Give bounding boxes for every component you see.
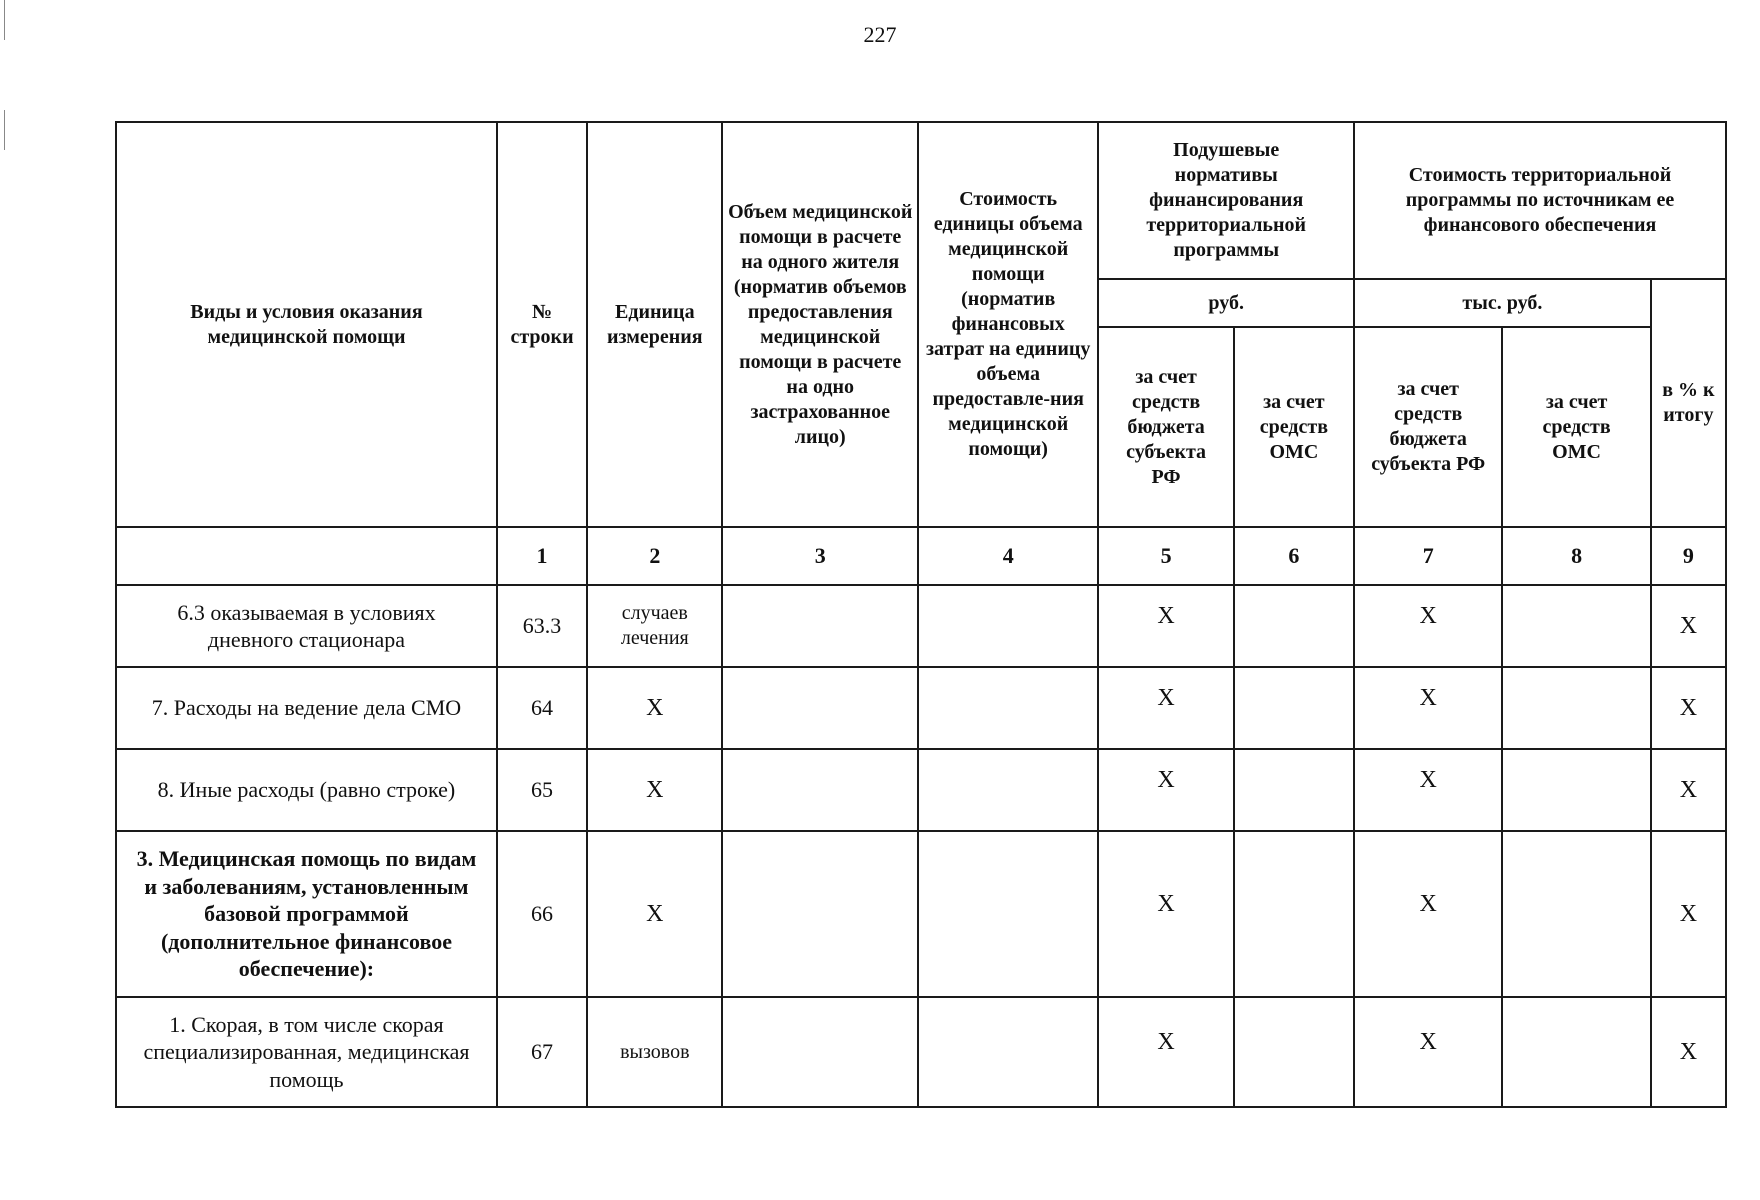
cell-budget-rub: Х bbox=[1098, 749, 1233, 831]
header-volume: Объем медицинской помощи в расчете на одного жителя (норматив объемов предоставления медицинской помощи в расчете на одно застрахованное лицо) bbox=[722, 122, 917, 527]
cell-budget-rub: Х bbox=[1098, 831, 1233, 997]
cell-cost bbox=[918, 749, 1098, 831]
column-number: 3 bbox=[722, 527, 917, 585]
cell-oms-thous bbox=[1502, 585, 1650, 667]
header-oms: за счет средств ОМС bbox=[1234, 327, 1354, 527]
cell-cost bbox=[918, 585, 1098, 667]
row-number: 66 bbox=[497, 831, 587, 997]
header-oms-2: за счет средств ОМС bbox=[1502, 327, 1650, 527]
cell-volume bbox=[722, 667, 917, 749]
cell-oms-thous bbox=[1502, 997, 1650, 1107]
cell-budget-thous: Х bbox=[1354, 667, 1502, 749]
cell-oms-thous bbox=[1502, 749, 1650, 831]
cell-oms-rub bbox=[1234, 997, 1354, 1107]
header-row-no: № строки bbox=[497, 122, 587, 527]
cell-budget-thous: Х bbox=[1354, 749, 1502, 831]
row-unit: Х bbox=[587, 667, 722, 749]
cell-oms-thous bbox=[1502, 667, 1650, 749]
row-unit: Х bbox=[587, 831, 722, 997]
cell-volume bbox=[722, 585, 917, 667]
cell-cost bbox=[918, 831, 1098, 997]
header-unit: Единица измерения bbox=[587, 122, 722, 527]
cell-cost bbox=[918, 667, 1098, 749]
header-rub: руб. bbox=[1098, 279, 1354, 327]
scan-edge-mark bbox=[4, 0, 5, 40]
header-budget-rf-2: за счет средств бюджета субъекта РФ bbox=[1354, 327, 1502, 527]
cell-cost bbox=[918, 997, 1098, 1107]
cell-percent: Х bbox=[1651, 831, 1726, 997]
row-number: 63.3 bbox=[497, 585, 587, 667]
column-number: 6 bbox=[1234, 527, 1354, 585]
table-row bbox=[116, 585, 1726, 667]
cell-budget-thous: Х bbox=[1354, 831, 1502, 997]
cell-oms-rub bbox=[1234, 585, 1354, 667]
cell-volume bbox=[722, 749, 917, 831]
row-name: 7. Расходы на ведение дела СМО bbox=[116, 667, 497, 749]
cell-percent: Х bbox=[1651, 667, 1726, 749]
cell-percent: Х bbox=[1651, 749, 1726, 831]
cell-budget-rub: Х bbox=[1098, 997, 1233, 1107]
header-cost: Стоимость единицы объема медицинской помощи (норматив финансовых затрат на единицу объема предоставле-ния медицинской помощи) bbox=[918, 122, 1098, 527]
column-number: 5 bbox=[1098, 527, 1233, 585]
column-number-blank bbox=[116, 527, 497, 585]
row-name: 8. Иные расходы (равно строке) bbox=[116, 749, 497, 831]
header-budget-rf: за счет средств бюджета субъекта РФ bbox=[1098, 327, 1233, 527]
cell-volume bbox=[722, 997, 917, 1107]
header-percent: в % к итогу bbox=[1651, 279, 1726, 527]
cell-oms-thous bbox=[1502, 831, 1650, 997]
row-number: 64 bbox=[497, 667, 587, 749]
table-row bbox=[116, 997, 1726, 1107]
cell-percent: Х bbox=[1651, 585, 1726, 667]
cell-oms-rub bbox=[1234, 831, 1354, 997]
column-number: 9 bbox=[1651, 527, 1726, 585]
row-unit: вызовов bbox=[587, 997, 722, 1107]
row-name: 3. Медицинская помощь по видам и заболеваниям, установленным базовой программой (дополнительное финансовое обеспечение): bbox=[116, 831, 497, 997]
page-number: 227 bbox=[863, 22, 897, 47]
header-thous-rub: тыс. руб. bbox=[1354, 279, 1651, 327]
row-number: 65 bbox=[497, 749, 587, 831]
header-program-cost: Стоимость территориальной программы по источникам ее финансового обеспечения bbox=[1354, 122, 1726, 279]
cell-volume bbox=[722, 831, 917, 997]
cell-budget-rub: Х bbox=[1098, 667, 1233, 749]
column-number: 2 bbox=[587, 527, 722, 585]
table-row bbox=[116, 667, 1726, 749]
column-number: 7 bbox=[1354, 527, 1502, 585]
row-unit: Х bbox=[587, 749, 722, 831]
column-number: 4 bbox=[918, 527, 1098, 585]
row-unit: случаев лечения bbox=[587, 585, 722, 667]
scan-edge-mark bbox=[4, 110, 5, 150]
cell-budget-thous: Х bbox=[1354, 997, 1502, 1107]
cell-oms-rub bbox=[1234, 667, 1354, 749]
cell-budget-rub: Х bbox=[1098, 585, 1233, 667]
header-types: Виды и условия оказания медицинской помощи bbox=[116, 122, 497, 527]
column-number: 1 bbox=[497, 527, 587, 585]
table-row bbox=[116, 749, 1726, 831]
table-row bbox=[116, 831, 1726, 997]
financing-table bbox=[115, 121, 1727, 1108]
header-per-capita: Подушевые нормативы финансирования территориальной программы bbox=[1098, 122, 1354, 279]
cell-oms-rub bbox=[1234, 749, 1354, 831]
row-name: 6.3 оказываемая в условиях дневного стационара bbox=[116, 585, 497, 667]
cell-budget-thous: Х bbox=[1354, 585, 1502, 667]
row-number: 67 bbox=[497, 997, 587, 1107]
cell-percent: Х bbox=[1651, 997, 1726, 1107]
row-name: 1. Скорая, в том числе скорая специализированная, медицинская помощь bbox=[116, 997, 497, 1107]
column-number: 8 bbox=[1502, 527, 1650, 585]
